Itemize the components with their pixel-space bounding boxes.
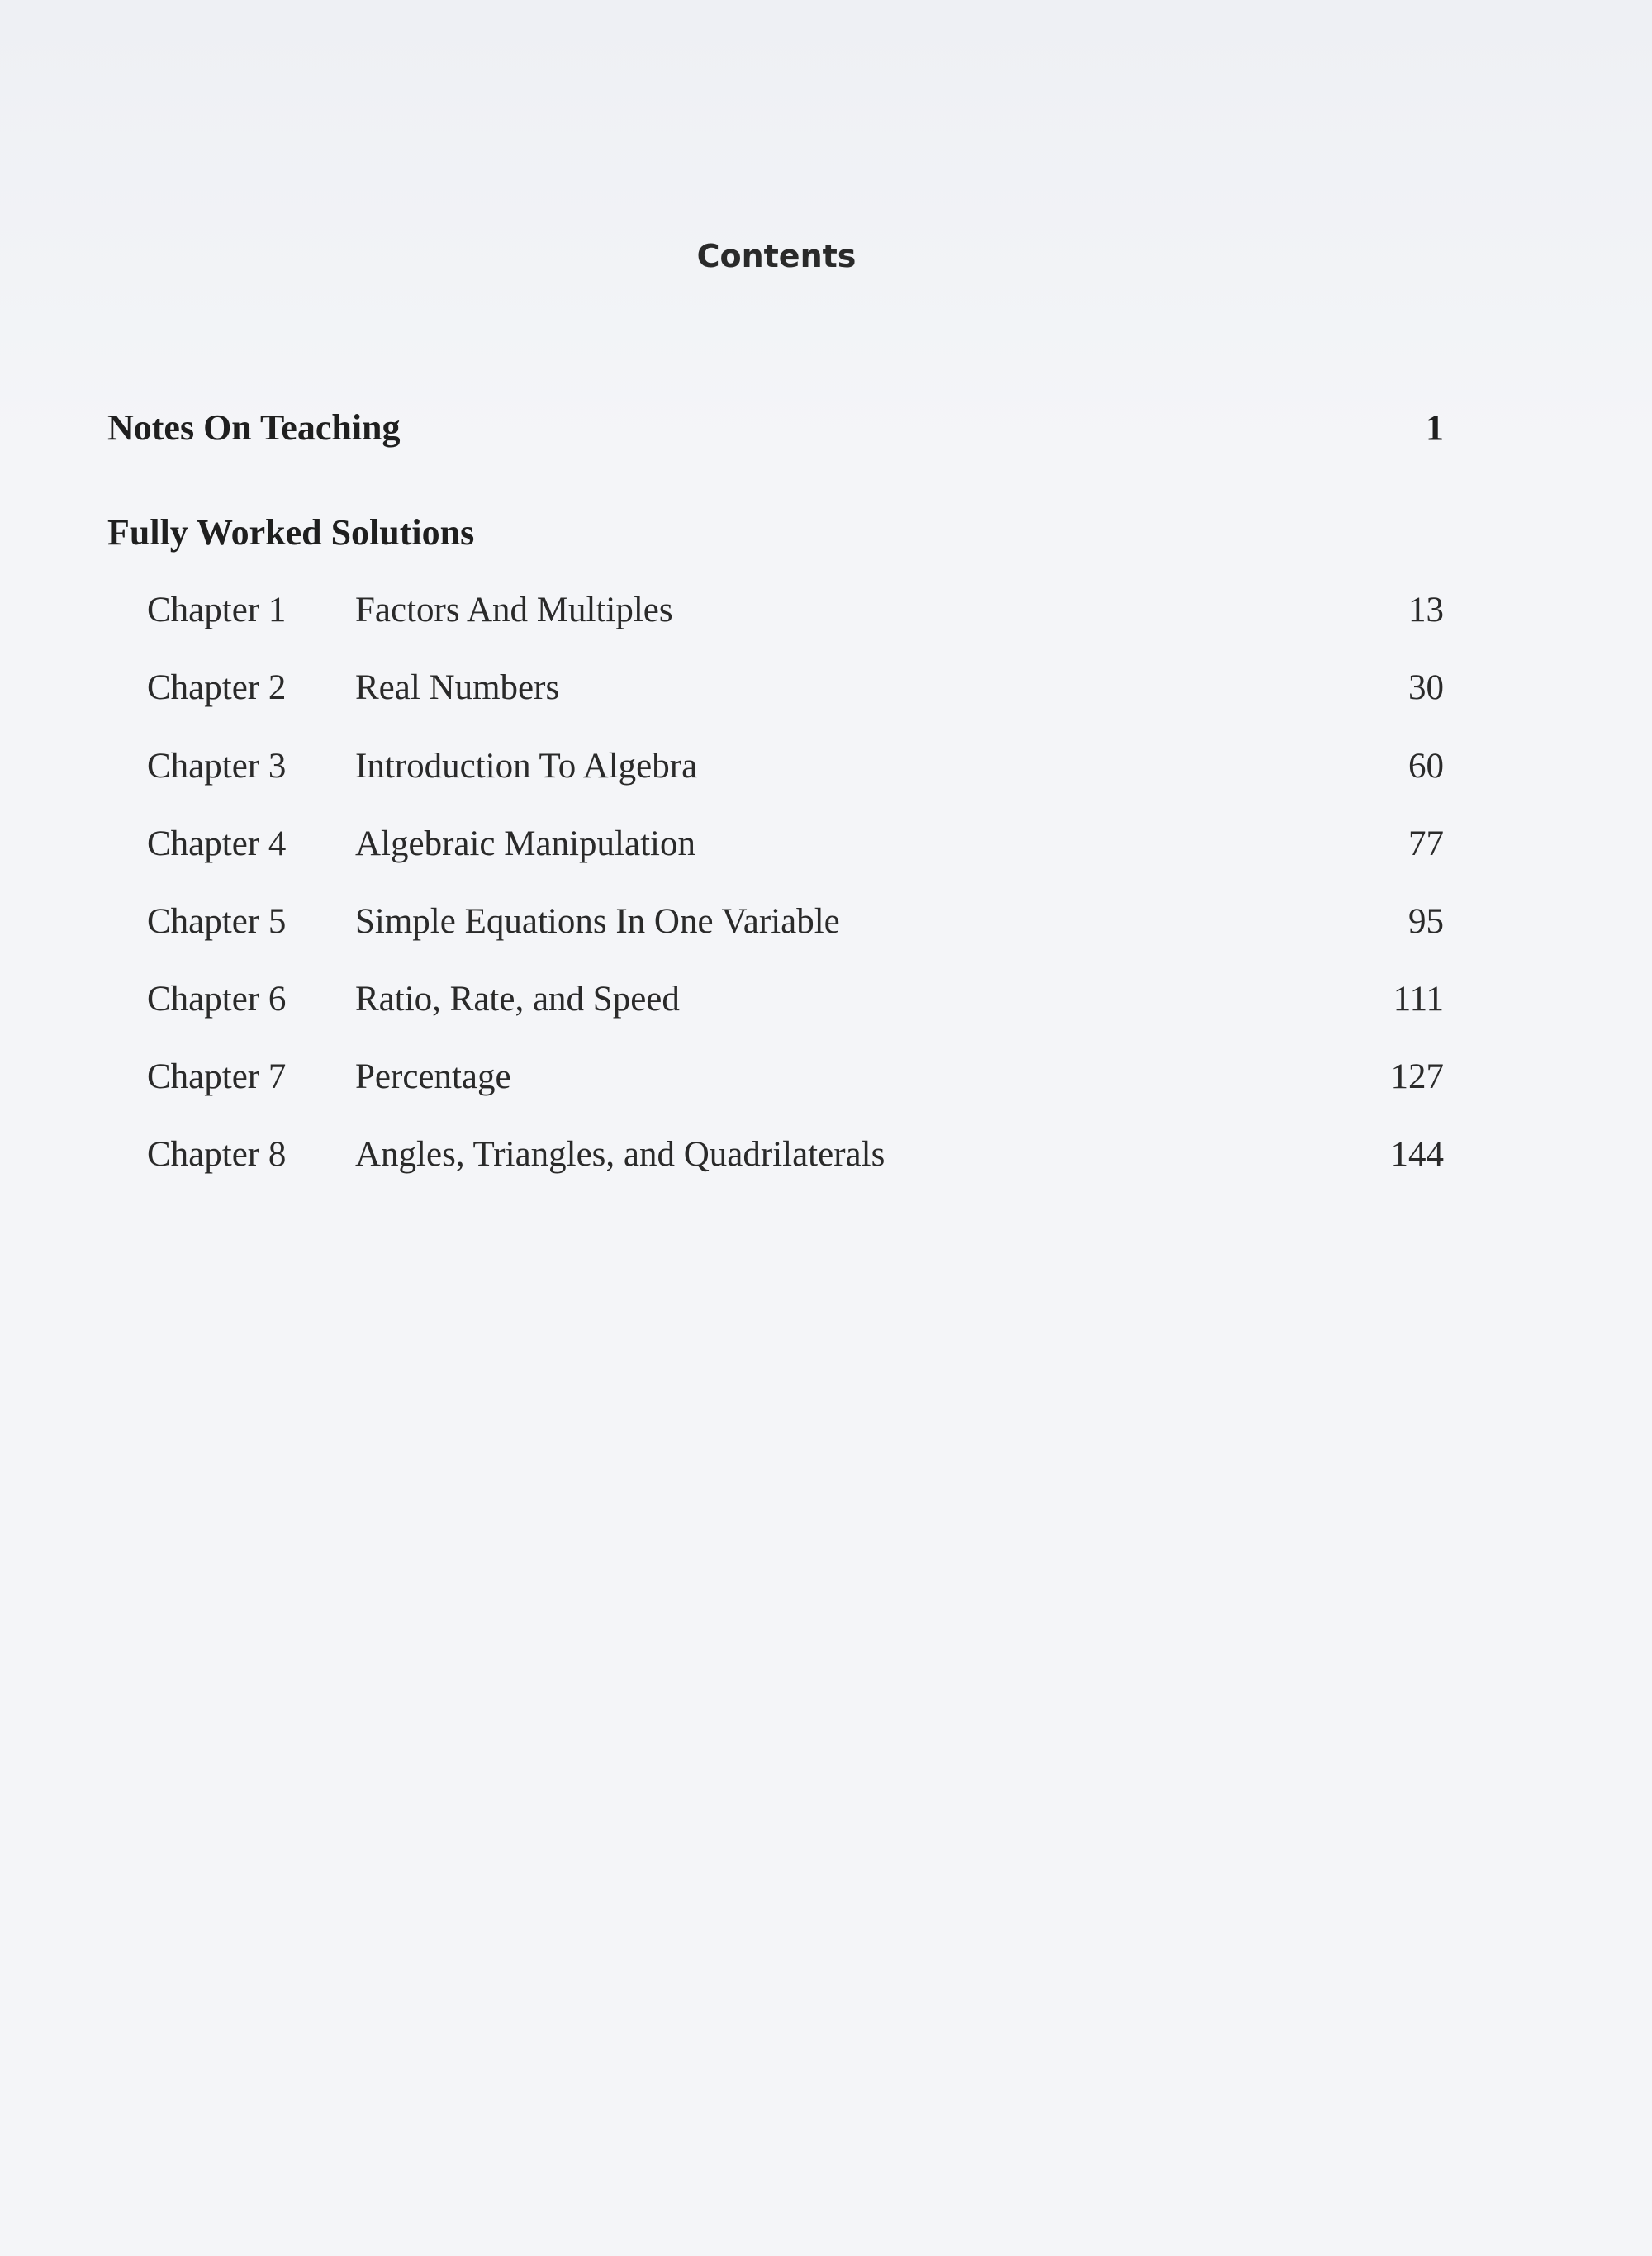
chapter-number: Chapter 2: [147, 668, 287, 707]
page-title: Contents: [696, 238, 857, 274]
section-heading-notes-on-teaching: Notes On Teaching: [107, 407, 401, 448]
toc-entry-chapter-6: [147, 979, 1444, 1028]
chapter-title: Ratio, Rate, and Speed: [355, 980, 680, 1019]
toc-entry-chapter-2: [147, 667, 1444, 717]
chapter-number: Chapter 3: [147, 747, 287, 786]
toc-entry-chapter-4: [147, 824, 1444, 873]
chapter-number: Chapter 4: [147, 824, 287, 863]
chapter-page-number: 144: [1390, 1135, 1444, 1174]
toc-entry-chapter-8: [147, 1134, 1444, 1184]
chapter-title: Percentage: [355, 1057, 511, 1096]
chapter-page-number: 13: [1408, 591, 1444, 629]
chapter-number: Chapter 6: [147, 980, 287, 1019]
chapter-title: Algebraic Manipulation: [355, 824, 695, 863]
chapter-title: Introduction To Algebra: [355, 747, 698, 786]
chapter-title: Real Numbers: [355, 668, 560, 707]
chapter-number: Chapter 8: [147, 1135, 287, 1174]
chapter-title: Angles, Triangles, and Quadrilaterals: [355, 1135, 885, 1174]
chapter-page-number: 95: [1408, 902, 1444, 941]
chapter-title: Simple Equations In One Variable: [355, 902, 840, 941]
toc-entry-chapter-7: [147, 1057, 1444, 1106]
chapter-page-number: 77: [1408, 824, 1444, 863]
section-heading-fully-worked-solutions: Fully Worked Solutions: [107, 512, 475, 553]
chapter-page-number: 30: [1408, 668, 1444, 707]
toc-entry-chapter-5: [147, 901, 1444, 951]
chapter-page-number: 127: [1390, 1057, 1444, 1096]
chapter-number: Chapter 7: [147, 1057, 287, 1096]
toc-entry-chapter-3: [147, 746, 1444, 796]
chapter-page-number: 111: [1393, 980, 1444, 1019]
chapter-page-number: 60: [1408, 747, 1444, 786]
chapter-title: Factors And Multiples: [355, 591, 673, 629]
toc-entry-chapter-1: [147, 590, 1444, 639]
chapter-number: Chapter 1: [147, 591, 287, 629]
chapter-number: Chapter 5: [147, 902, 287, 941]
section-page-number: 1: [1426, 407, 1444, 448]
